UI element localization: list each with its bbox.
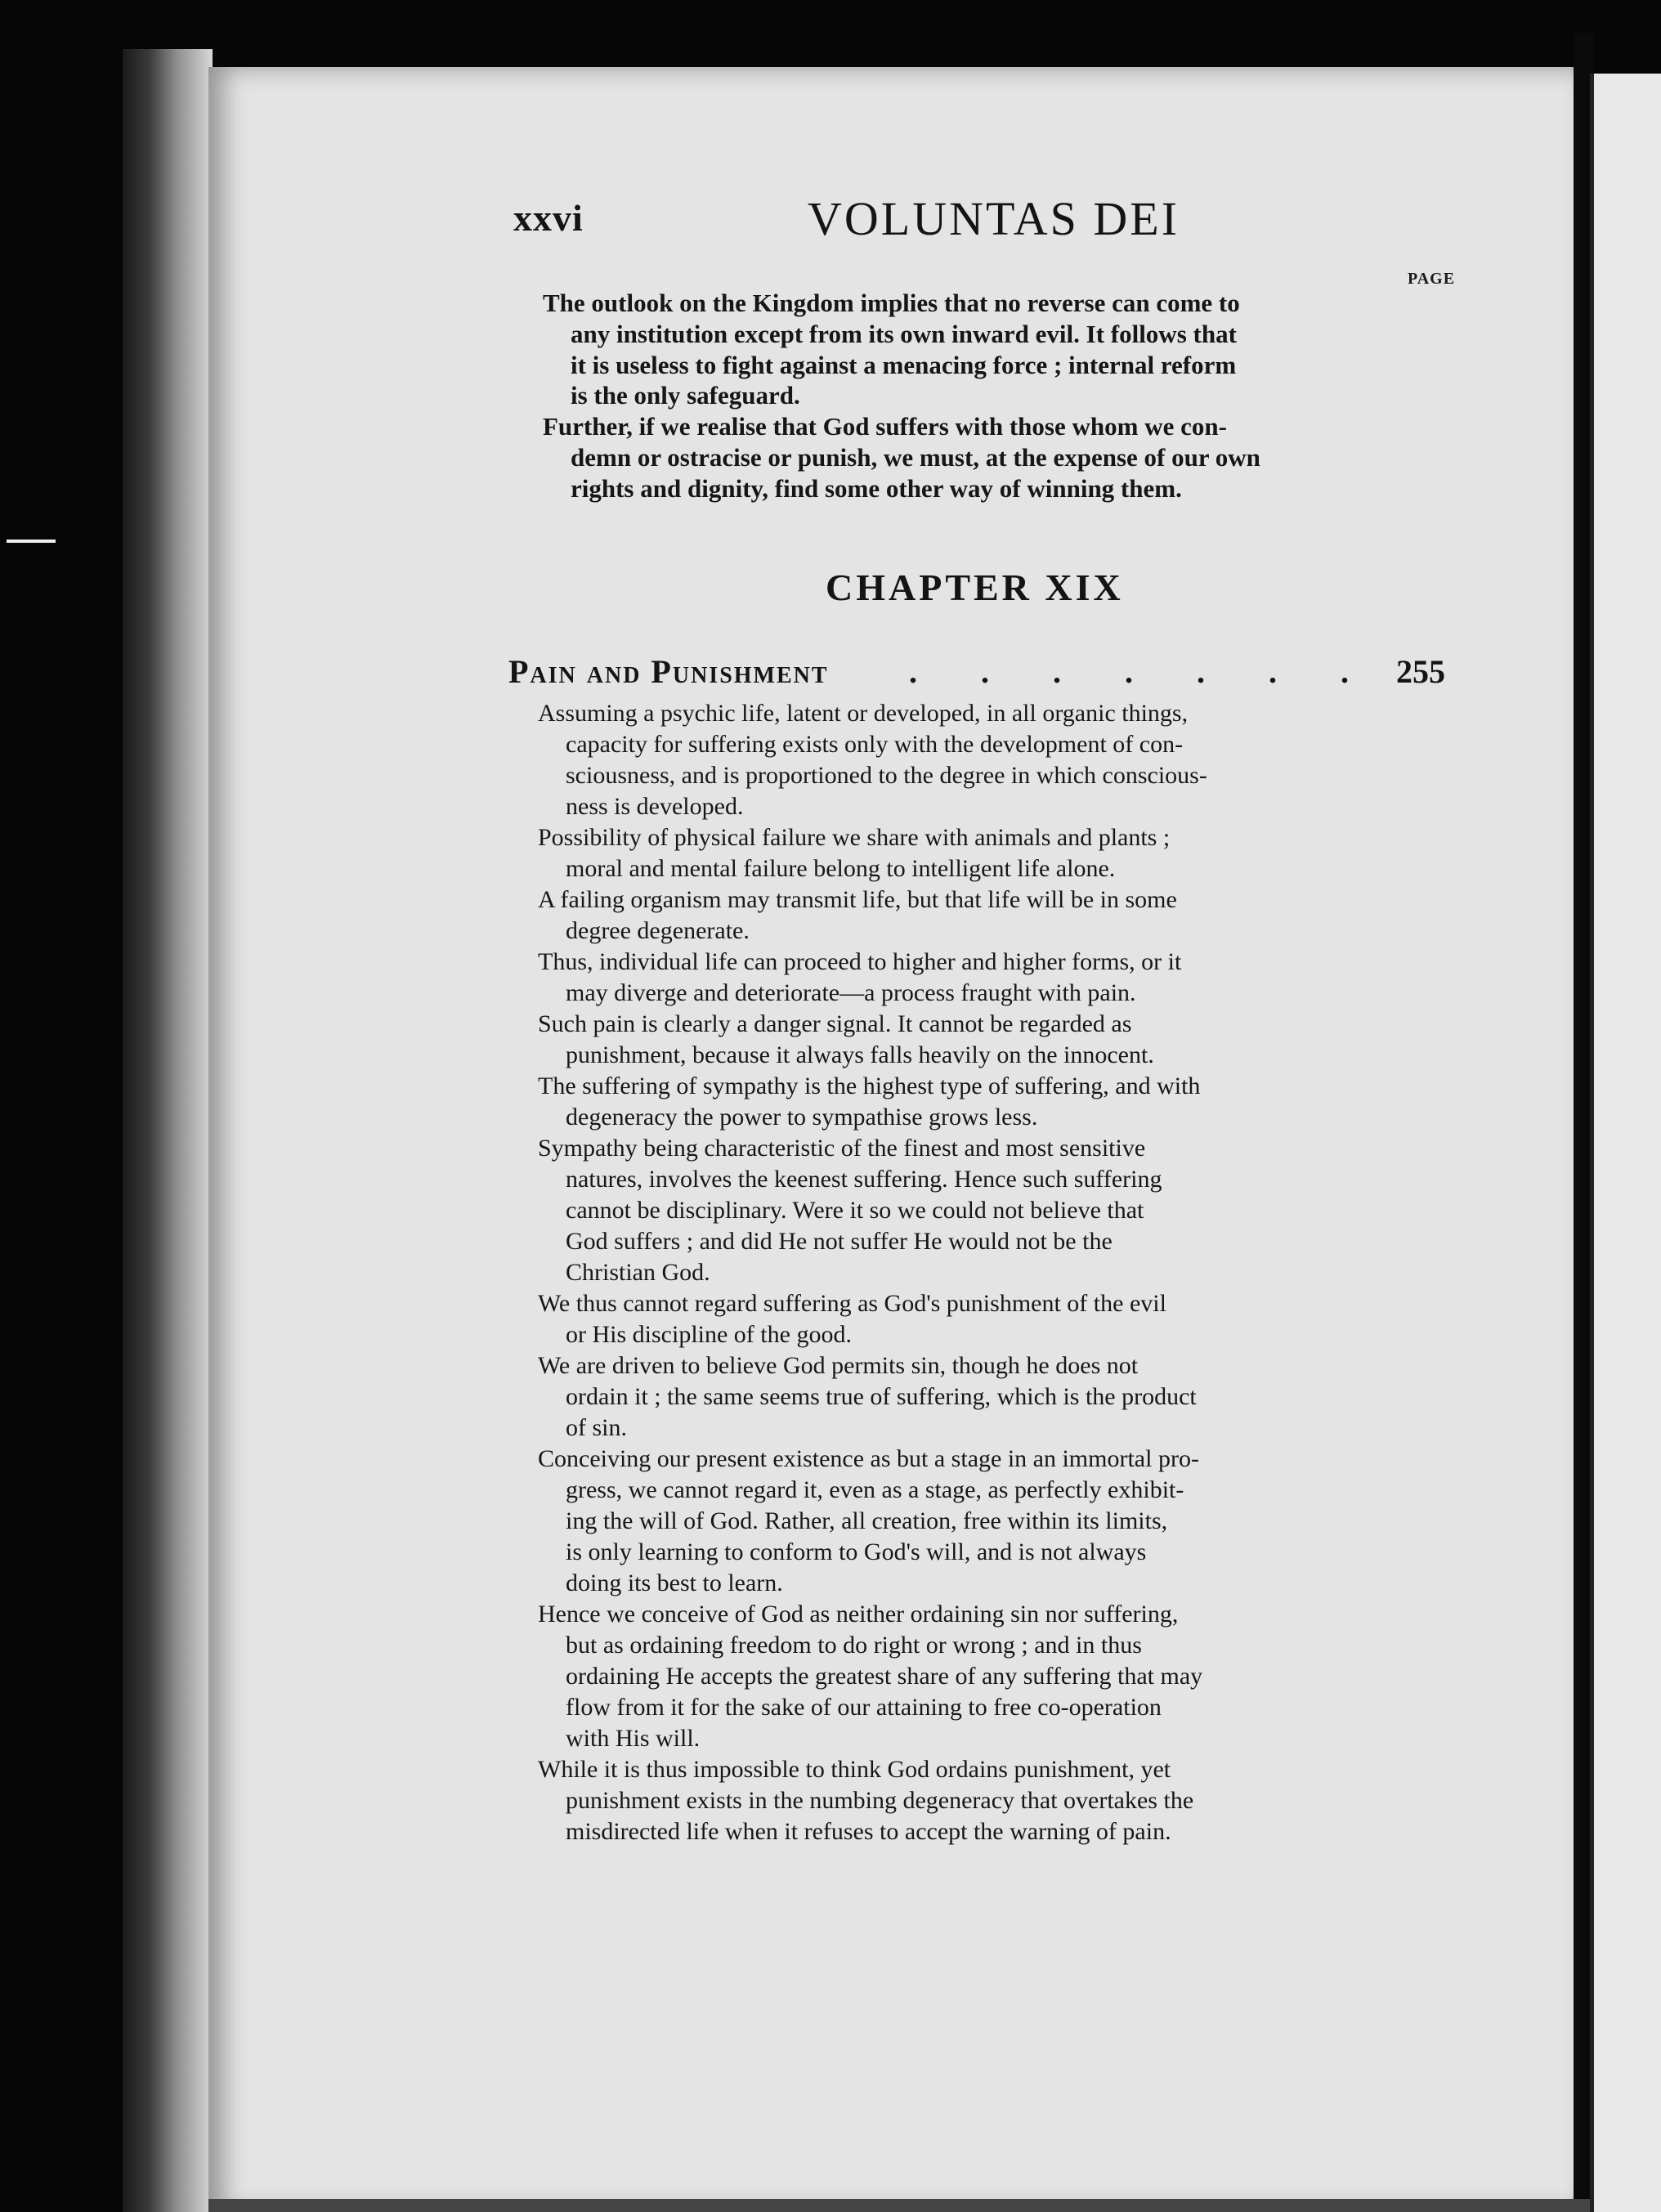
summary-paragraph: Such pain is clearly a danger signal. It cannot be regarded as punishment, because it always falls heavily on the innocent. xyxy=(538,1010,1154,1068)
summary-paragraph: Possibility of physical failure we share with animals and plants ; moral and mental failure belong to intelligent life alone. xyxy=(538,824,1171,882)
running-head xyxy=(513,191,1192,249)
summary-paragraph: Thus, individual life can proceed to higher and higher forms, or it may diverge and deteriorate—a process fraught with pain. xyxy=(538,948,1182,1006)
summary-paragraph: Further, if we realise that God suffers with those whom we con- demn or ostracise or punish, we must, at the expense of our own rights and dignity, find some other way of winning them. xyxy=(543,412,1260,503)
chapter-heading: CHAPTER XIX xyxy=(826,566,1124,608)
summary-paragraph: A failing organism may transmit life, but that life will be in some degree degenerate. xyxy=(538,886,1177,944)
summary-paragraph: The suffering of sympathy is the highest type of suffering, and with degeneracy the power to sympathise grows less. xyxy=(538,1072,1201,1131)
chapter-entry-page: 255 xyxy=(1396,653,1445,690)
summary-paragraph: We are driven to believe God permits sin, though he does not ordain it ; the same seems true of suffering, which is the product of sin. xyxy=(538,1352,1197,1441)
summary-paragraph: Hence we conceive of God as neither ordaining sin nor suffering, but as ordaining freedom to do right or wrong ; and in thus ordaining He accepts the greatest share of any suffering that may flow from it for the sake of our attaining to free co-operation with His will. xyxy=(538,1601,1203,1752)
dot-leader: . . . . . . . xyxy=(909,653,1377,690)
summary-paragraph: Sympathy being characteristic of the finest and most sensitive natures, involves the keenest suffering. Hence such suffering cannot be disciplinary. Were it so we could not believe that God suffers ; and did He not suffer He would not be the Christian God. xyxy=(538,1135,1162,1286)
summary-paragraph: We thus cannot regard suffering as God's punishment of the evil or His discipline of the good. xyxy=(538,1290,1166,1348)
page-bottom-edge xyxy=(208,2199,1590,2212)
contents-entry xyxy=(508,652,1466,693)
page-column-label: PAGE xyxy=(1408,270,1456,288)
chapter-entry-title: Pain and Punishment xyxy=(508,653,829,690)
summary-paragraph: Conceiving our present existence as but a stage in an immortal pro- gress, we cannot regard it, even as a stage, as perfectly exhibit- ing the will of God. Rather, all creation, free within its limits, is only learning to conform to God's will, and is not always doing its best to learn. xyxy=(538,1445,1199,1596)
book-binding-edge xyxy=(123,49,213,2212)
summary-paragraph: While it is thus impossible to think God ordains punishment, yet punishment exists in the numbing degeneracy that overtakes the misdirected life when it refuses to accept the warning of pain. xyxy=(538,1756,1194,1845)
chapter-summary xyxy=(538,698,1391,1847)
margin-scratch-mark xyxy=(7,540,56,543)
adjacent-page xyxy=(1594,74,1661,2212)
summary-paragraph: Assuming a psychic life, latent or developed, in all organic things, capacity for suffering exists only with the development of con- sciousness, and is proportioned to the degree in which conscious- ness is developed. xyxy=(538,700,1207,820)
book-title: VOLUNTAS DEI xyxy=(808,192,1180,245)
previous-chapter-summary xyxy=(543,288,1393,504)
summary-paragraph: The outlook on the Kingdom implies that no reverse can come to any institution except from its own inward evil. It follows that it is useless to fight against a menacing force ; internal reform is the only safeguard. xyxy=(543,289,1240,410)
page-folio: xxvi xyxy=(513,197,584,239)
